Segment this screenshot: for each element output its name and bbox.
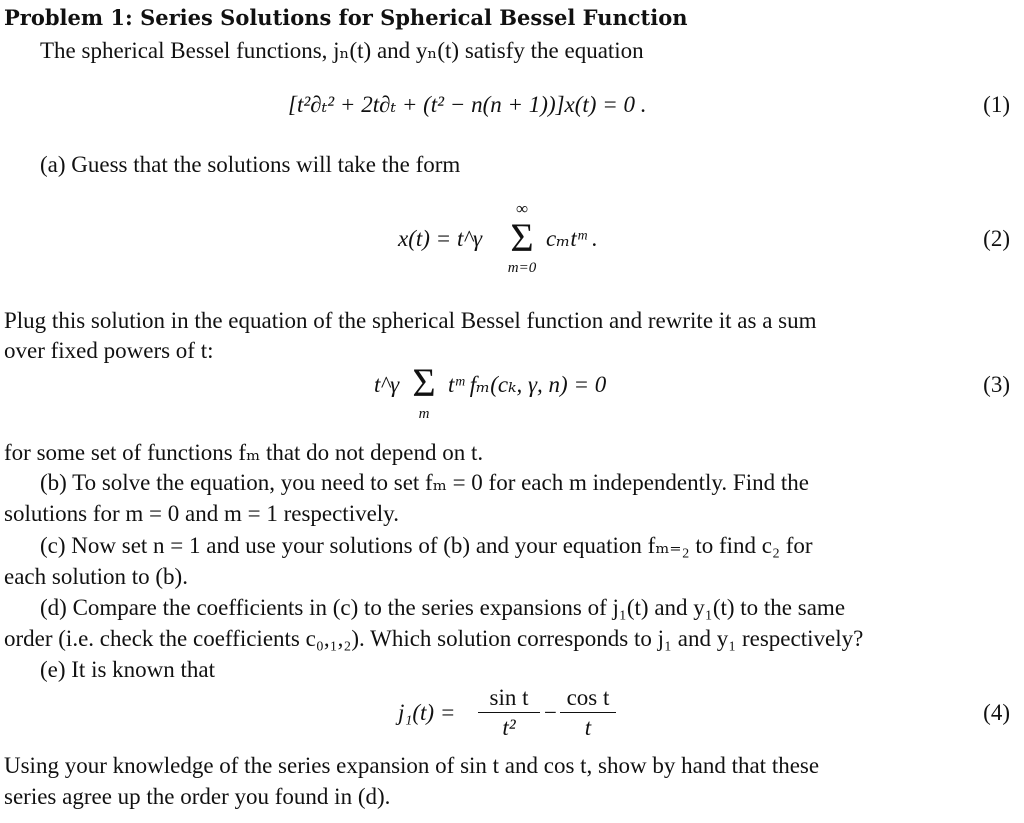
equation-3-rhs: tᵐ fₘ(cₖ, γ, n) = 0: [448, 372, 607, 397]
part-c-line-2: each solution to (b).: [4, 564, 188, 589]
equation-2-lhs: x(t) = t^γ: [398, 226, 483, 251]
equation-2-number: (2): [983, 226, 1010, 251]
equation-4-fraction-1-denominator: t²: [502, 715, 516, 740]
equation-4-fraction-2-numerator: cos t: [560, 684, 616, 713]
part-b-line-1: (b) To solve the equation, you need to set fₘ = 0 for each m independently. Find the: [40, 470, 809, 495]
equation-3-lhs: t^γ: [374, 372, 400, 397]
equation-4-fraction-1: [478, 684, 540, 743]
plug-text-line-2: over fixed powers of t:: [4, 338, 214, 363]
equation-4-fraction-2-denominator: t: [584, 715, 592, 740]
equation-3-sigma: Σ: [412, 360, 436, 405]
part-e-text: (e) It is known that: [40, 657, 216, 682]
equation-1-number: (1): [983, 92, 1010, 117]
equation-2-rhs: cₘtᵐ .: [546, 226, 598, 251]
equation-2-sigma: Σ: [510, 215, 534, 260]
problem-title: Problem 1: Series Solutions for Spherical Bessel Function: [4, 5, 688, 30]
final-text-line-1: Using your knowledge of the series expansion of sin t and cos t, show by hand that these: [4, 753, 820, 778]
part-d-line-2: order (i.e. check the coefficients c₀,₁,₂). Which solution corresponds to j₁ and y₁ respectively?: [4, 626, 864, 651]
equation-3: [0, 362, 1024, 428]
equation-4: [0, 684, 1024, 748]
equation-4-fraction-2: [560, 684, 616, 743]
equation-2-sum: [500, 200, 544, 278]
equation-3-number: (3): [983, 372, 1010, 397]
equation-4-fraction-1-numerator: sin t: [478, 684, 540, 713]
part-a-text: (a) Guess that the solutions will take the form: [40, 152, 461, 177]
equation-1-body: [t²∂ₜ² + 2t∂ₜ + (t² − n(n + 1))]x(t) = 0 .: [288, 92, 647, 117]
equation-1: [0, 92, 1024, 126]
part-c-line-1: (c) Now set n = 1 and use your solutions of (b) and your equation fₘ₌₂ to find c₂ for: [40, 533, 813, 558]
part-d-line-1: (d) Compare the coefficients in (c) to the series expansions of j₁(t) and y₁(t) to the same: [40, 595, 846, 620]
equation-4-number: (4): [983, 700, 1010, 725]
equation-4-lhs: j₁(t) =: [398, 700, 456, 725]
equation-2: [0, 200, 1024, 286]
equation-3-lower-limit: m: [418, 406, 430, 422]
after-eq3-text: for some set of functions fₘ that do not depend on t.: [4, 440, 484, 465]
intro-text: The spherical Bessel functions, jₙ(t) and yₙ(t) satisfy the equation: [40, 38, 644, 63]
final-text-line-2: series agree up the order you found in (d).: [4, 784, 391, 809]
part-b-line-2: solutions for m = 0 and m = 1 respectively.: [4, 501, 399, 526]
equation-4-minus: −: [544, 700, 557, 725]
equation-2-lower-limit: m=0: [507, 260, 537, 276]
equation-2-upper-limit: ∞: [515, 199, 529, 218]
equation-3-sum: [404, 362, 444, 424]
plug-text-line-1: Plug this solution in the equation of the spherical Bessel function and rewrite it as a sum: [4, 308, 817, 333]
